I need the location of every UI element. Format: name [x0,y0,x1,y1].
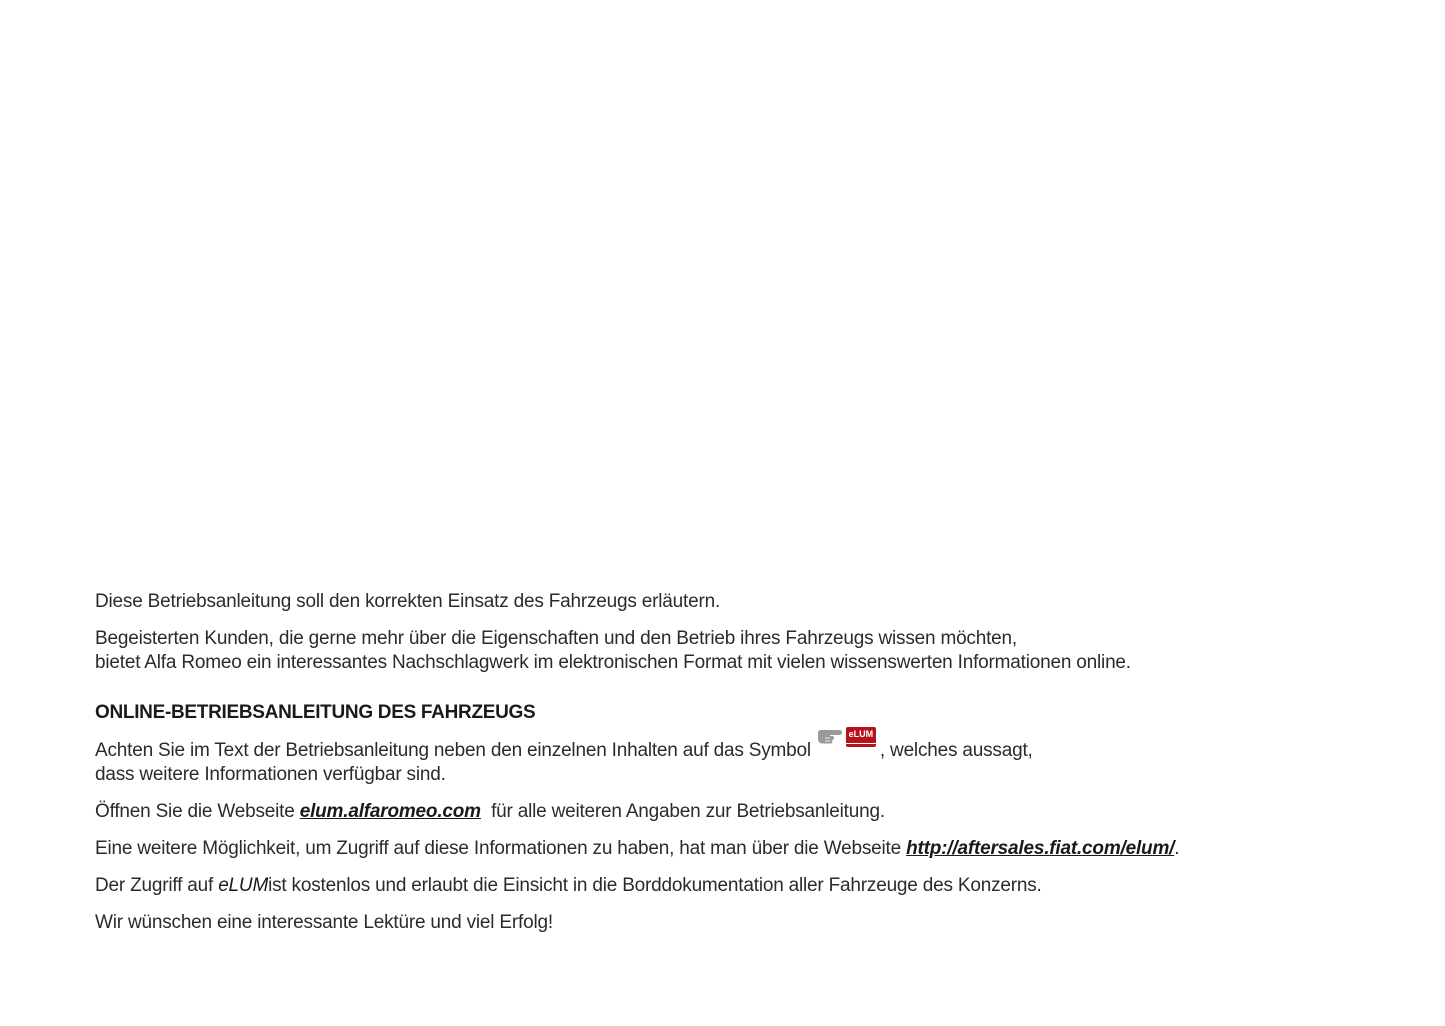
customer-text-line-1: Begeisterten Kunden, die gerne mehr über die Eigenschaften und den Betrieb ihres Fahrzeugs wissen möchten, [95,628,1017,649]
access-paragraph [95,874,1395,898]
elum-badge: eLUM [846,727,876,747]
intro-text: Diese Betriebsanleitung soll den korrekten Einsatz des Fahrzeugs erläutern. [95,591,721,612]
access-text-after: ist kostenlos und erlaubt die Einsicht in die Borddokumentation aller Fahrzeuge des Konzerns. [268,875,1042,896]
website-text-after: für alle weiteren Angaben zur Betriebsanleitung. [491,801,885,822]
section-heading: ONLINE-BETRIEBSANLEITUNG DES FAHRZEUGS [95,702,536,723]
alternative-text-after: . [1174,838,1180,859]
closing-text: Wir wünschen eine interessante Lektüre und viel Erfolg! [95,912,553,933]
elum-emphasis: eLUM [218,875,269,896]
elum-website-link[interactable]: elum.alfaromeo.com [299,801,481,822]
customer-text-line-2: bietet Alfa Romeo ein interessantes Nachschlagwerk im elektronischen Format mit vielen wissenswerten Informationen online. [95,652,1131,673]
website-paragraph [95,800,1395,824]
intro-paragraph [95,590,1395,614]
closing-paragraph [95,911,1395,935]
aftersales-website-link[interactable]: http://aftersales.fiat.com/elum/ [906,838,1175,859]
access-text-before: Der Zugriff auf [95,875,214,896]
symbol-text-line-2: dass weitere Informationen verfügbar sind. [95,764,446,785]
alternative-text-before: Eine weitere Möglichkeit, um Zugriff auf diese Informationen zu haben, hat man über die Webseite [95,838,902,859]
elum-symbol-icon [817,727,876,751]
pointing-hand-icon [817,727,843,745]
symbol-text-before: Achten Sie im Text der Betriebsanleitung neben den einzelnen Inhalten auf das Symbol [95,740,811,761]
website-text-before: Öffnen Sie die Webseite [95,801,295,822]
symbol-paragraph [95,729,1395,787]
alternative-paragraph [95,837,1395,861]
customer-paragraph [95,627,1395,675]
document-body [95,590,1395,948]
symbol-text-after: , welches aussagt, [879,740,1033,761]
